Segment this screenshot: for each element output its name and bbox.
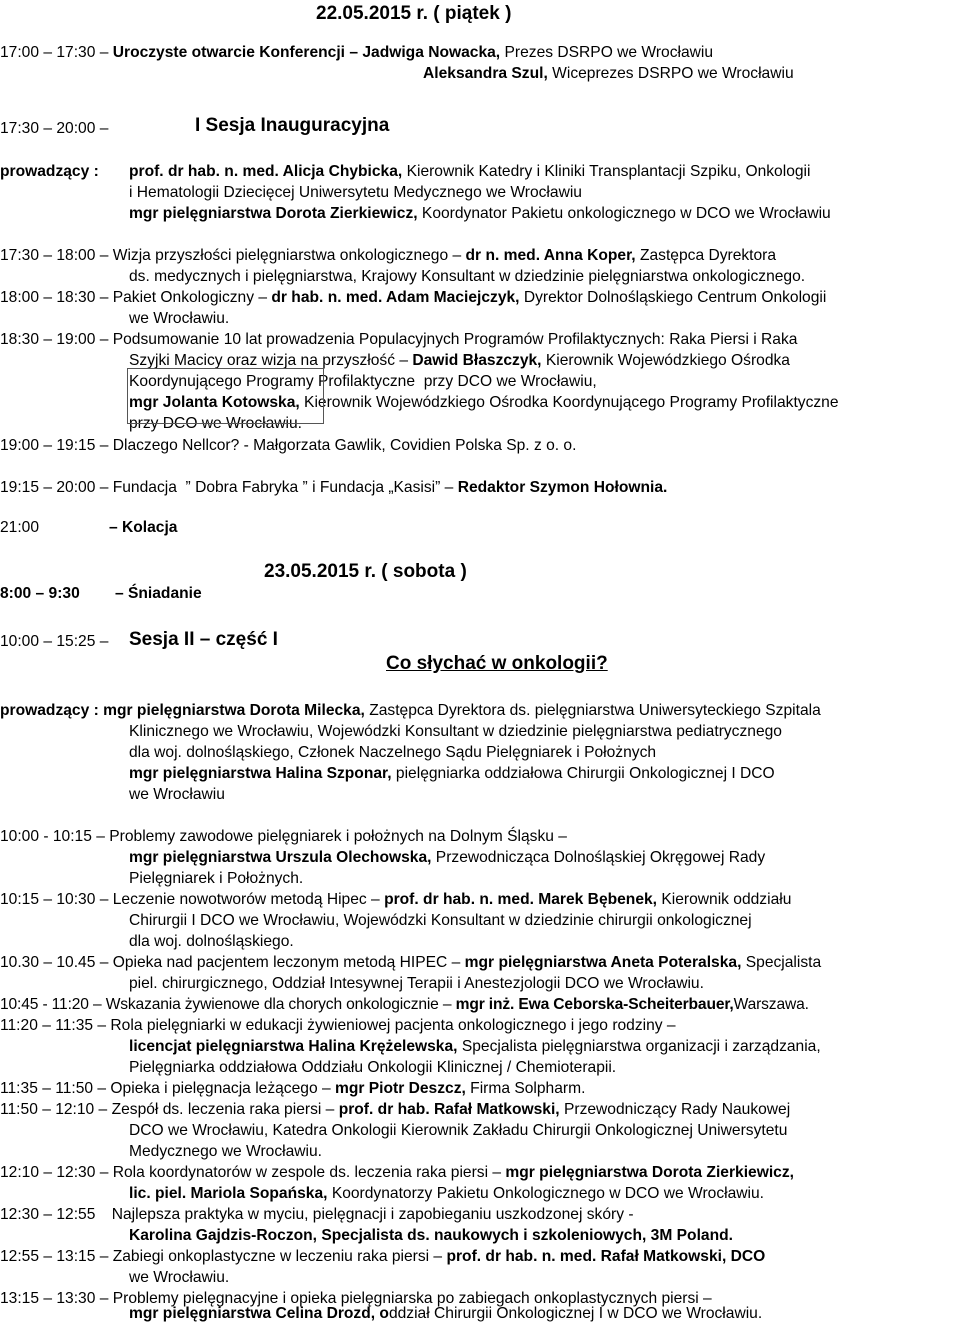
chair-2-role: pielęgniarka oddziałowa Chirurgii Onkologicznej I DCO [395, 765, 775, 782]
item-topic: Dlaczego Nellcor? - Małgorzata Gawlik, Covidien Polska Sp. z o. o. [112, 437, 577, 454]
agenda2-item-3 [0, 953, 821, 972]
item-speaker: dr hab. n. med. Adam Maciejczyk, [271, 289, 520, 306]
agenda2-item-3-cont [129, 974, 704, 993]
item-role: Kierownik oddziału [661, 891, 792, 908]
highlight-frame [127, 368, 324, 424]
session2-title: Sesja II – część I [129, 629, 278, 650]
opening-time: 17:00 – 17:30 – [0, 44, 109, 61]
item-role: Kierownik Wojewódzkiego Ośrodka [545, 352, 790, 369]
item-role: Warszawa. [733, 996, 809, 1013]
item-role: Przewodniczący Rady Naukowej [563, 1101, 791, 1118]
opening-row [0, 43, 713, 62]
agenda2-item-10 [0, 1247, 765, 1266]
session1-chair-2 [129, 204, 831, 223]
opening-title: Uroczyste otwarcie Konferencji – [112, 44, 358, 61]
agenda2-item-2-cont-2: dla woj. dolnośląskiego. [129, 933, 294, 950]
item-topic: Rola pielęgniarki w edukacji żywieniowej pacjenta onkologicznego i jego rodziny – [110, 1017, 676, 1034]
item-role: Specjalista [745, 954, 822, 971]
agenda2-item-5-speaker [129, 1037, 821, 1056]
item-role-2: Kierownik Wojewódzkiego Ośrodka Koordynującego Programy Profilaktyczne [304, 394, 839, 411]
item-speaker: prof. dr hab. Rafał Matkowski, [338, 1101, 560, 1118]
item-speaker: mgr pielęgniarstwa Urszula Olechowska, [129, 849, 432, 866]
session2-chair-1 [0, 701, 821, 720]
opening-speaker-1: Jadwiga Nowacka, [362, 44, 501, 61]
item-topic: Rola koordynatorów w zespole ds. leczenia raka piersi – [112, 1164, 502, 1181]
item-time: 19:15 – 20:00 – [0, 479, 109, 496]
item-topic: Wizja przyszłości pielęgniarstwa onkologicznego – [112, 247, 462, 264]
item-topic: Problemy pielęgnacyjne i opieka pielęgniarska po zabiegach onkoplastycznych piersi – [112, 1290, 712, 1307]
item-speaker-2: mgr Jolanta Kotowska, [129, 394, 300, 411]
chair-1-role-2: i Hematologii Dziecięcej Uniwersytetu Medycznego we Wrocławiu [129, 184, 582, 201]
opening-speaker-2-role: Wiceprezes DSRPO we Wrocławiu [552, 65, 794, 82]
agenda-item-2-cont: we Wrocławiu. [129, 310, 230, 327]
dinner-title: – Kolacja [109, 519, 178, 536]
agenda2-item-7-cont: DCO we Wrocławiu, Katedra Onkologii Kierownik Zakładu Chirurgii Onkologicznej Uniwersytetu [129, 1122, 788, 1139]
agenda2-item-2-cont: Chirurgii I DCO we Wrocławiu, Wojewódzki Konsultant w dziedzinie chirurgii onkologicznej [129, 912, 752, 929]
item-time: 10:15 – 10:30 – [0, 891, 109, 908]
item-time: 13:15 – 13:30 – [0, 1290, 109, 1307]
item-role: Dyrektor Dolnośląskiego Centrum Onkologii [523, 289, 827, 306]
item-speaker: prof. dr hab. n. med. Rafał Matkowski, DCO [446, 1248, 766, 1265]
agenda2-item-5-cont: Pielęgniarka oddziałowa Oddziału Onkologii Klinicznej / Chemioterapii. [129, 1059, 617, 1076]
session1-title: I Sesja Inauguracyjna [195, 115, 390, 136]
day1-date-heading: 22.05.2015 r. ( piątek ) [316, 3, 512, 24]
item-topic: Zespół ds. leczenia raka piersi – [111, 1101, 335, 1118]
chair-1-name: prof. dr hab. n. med. Alicja Chybicka, [129, 163, 403, 180]
chair-2-name: mgr pielęgniarstwa Halina Szponar, [129, 765, 392, 782]
agenda2-item-1 [0, 827, 567, 846]
item-speaker: prof. dr hab. n. med. Marek Bębenek, [384, 891, 658, 908]
chair-1-name: mgr pielęgniarstwa Dorota Milecka, [103, 702, 365, 719]
item-time: 19:00 – 19:15 – [0, 437, 109, 454]
item-role-cont: piel. chirurgicznego, [129, 975, 268, 992]
agenda2-item-10-cont: we Wrocławiu. [129, 1269, 230, 1286]
chair-2-name: mgr pielęgniarstwa Dorota Zierkiewicz, [129, 205, 418, 222]
item-topic: Opieka i pielęgnacja leżącego – [110, 1080, 331, 1097]
day2-date-heading: 23.05.2015 r. ( sobota ) [264, 561, 467, 582]
item-topic: Wskazania żywienowe dla chorych onkologicznie – [105, 996, 452, 1013]
agenda2-item-7-cont-2: Medycznego we Wrocławiu. [129, 1143, 322, 1160]
agenda2-item-1-cont: Pielęgniarek i Położnych. [129, 870, 304, 887]
chair-2-role: Koordynator Pakietu onkologicznego w DCO we Wrocławiu [421, 205, 831, 222]
agenda2-item-9 [0, 1205, 634, 1224]
agenda2-item-9-speaker: Karolina Gajdzis-Roczon, Specjalista ds. naukowych i szkoleniowych, 3M Poland. [129, 1227, 733, 1244]
breakfast-title: – Śniadanie [115, 585, 202, 602]
item-time: 17:30 – 18:00 – [0, 247, 109, 264]
item-time: 11:20 – 11:35 – [0, 1017, 107, 1034]
session1-chair-1 [129, 162, 810, 181]
item-speaker: dr n. med. Anna Koper, [465, 247, 636, 264]
item-speaker: Redaktor Szymon Hołownia. [457, 479, 668, 496]
agenda2-item-6 [0, 1079, 585, 1098]
agenda-item-3-line-5: przy DCO we Wrocławiu. [129, 415, 303, 432]
chair-label: prowadzący : [0, 702, 99, 719]
agenda2-item-7 [0, 1100, 790, 1119]
agenda2-item-4 [0, 995, 809, 1014]
item-time: 10:00 - 10:15 – [0, 828, 105, 845]
item-speaker: mgr inż. Ewa Ceborska-Scheiterbauer, [455, 996, 734, 1013]
item-time: 11:35 – 11:50 – [0, 1080, 107, 1097]
item-role: Przewodnicząca Dolnośląskiej Okręgowej Rady [435, 849, 766, 866]
dinner-time: 21:00 [0, 519, 40, 536]
agenda2-item-8-cont [129, 1184, 764, 1203]
item-speaker-2: lic. piel. Mariola Sopańska, [129, 1185, 328, 1202]
agenda-item-2 [0, 288, 826, 307]
item-role: Specjalista pielęgniarstwa organizacji i zarządzania, [461, 1038, 821, 1055]
item-time: 12:10 – 12:30 – [0, 1164, 109, 1181]
item-role: Koordynatorzy Pakietu Onkologicznego w DCO we Wrocławiu. [331, 1185, 765, 1202]
item-role: Firma Solpharm. [470, 1080, 586, 1097]
item-role: ddział Chirurgii Onkologicznej I w DCO we Wrocławiu. [388, 1305, 763, 1322]
session2-time: 10:00 – 15:25 – [0, 633, 109, 650]
item-time: 12:30 – 12:55 [0, 1206, 96, 1223]
opening-row-2 [423, 64, 794, 83]
agenda-item-1-cont: ds. medycznych i pielęgniarstwa, Krajowy Konsultant w dziedzinie pielęgniarstwa onkologicznego. [129, 268, 806, 285]
chair-1-role: Zastępca Dyrektora ds. pielęgniarstwa Uniwersyteckiego Szpitala [369, 702, 821, 719]
item-topic: Podsumowanie 10 lat prowadzenia Populacyjnych Programów Profilaktycznych: Raka Piersi i Raka [112, 331, 798, 348]
item-topic: Pakiet Onkologiczny – [112, 289, 268, 306]
chair-1-role-2: Klinicznego we Wrocławiu, Wojewódzki Konsultant w dziedzinie pielęgniarstwa pediatrycznego [129, 723, 782, 740]
item-topic: Zabiegi onkoplastyczne w leczeniu raka piersi – [112, 1248, 443, 1265]
agenda-item-1 [0, 246, 776, 265]
agenda-item-4 [0, 436, 576, 455]
item-time: 12:55 – 13:15 – [0, 1248, 109, 1265]
session1-time: 17:30 – 20:00 – [0, 120, 109, 137]
item-time: 10:45 - 11:20 – [0, 996, 102, 1013]
breakfast-time: 8:00 – 9:30 [0, 585, 80, 602]
item-speaker: mgr Piotr Deszcz, [334, 1080, 466, 1097]
item-role: Zastępca Dyrektora [639, 247, 777, 264]
item-topic: Fundacja ” Dobra Fabryka ” i Fundacja „Kasisi” – [112, 479, 454, 496]
agenda-item-3 [0, 330, 797, 349]
agenda2-item-5 [0, 1016, 676, 1035]
session1-chair-label: prowadzący : [0, 163, 99, 180]
chair-2-role-2: we Wrocławiu [129, 786, 225, 803]
agenda2-item-11-speaker [129, 1304, 762, 1323]
item-speaker: licencjat pielęgniarstwa Halina Krężelewska, [129, 1038, 458, 1055]
agenda-item-3-line-3: Koordynującego Programy Profilaktyczne przy DCO we Wrocławiu, [129, 373, 597, 390]
session2-chair-2 [129, 764, 775, 783]
session2-subtitle: Co słychać w onkologii? [386, 653, 608, 674]
item-topic: Najlepsza praktyka w myciu, pielęgnacji i zapobieganiu uszkodzonej skóry - [111, 1206, 634, 1223]
item-time: 11:50 – 12:10 – [0, 1101, 108, 1118]
item-time: 18:30 – 19:00 – [0, 331, 109, 348]
item-time: 10.30 – 10.45 – [0, 954, 109, 971]
agenda2-item-1-speaker [129, 848, 765, 867]
opening-speaker-2: Aleksandra Szul, [423, 65, 548, 82]
item-topic-cont: Szyjki Macicy oraz wizja na przyszłość – [129, 352, 409, 369]
chair-1-role: Kierownik Katedry i Kliniki Transplantacji Szpiku, Onkologii [406, 163, 811, 180]
item-speaker: mgr pielęgniarstwa Dorota Zierkiewicz, [505, 1164, 794, 1181]
agenda2-item-2 [0, 890, 791, 909]
item-topic: Problemy zawodowe pielęgniarek i położnych na Dolnym Śląsku – [109, 828, 567, 845]
agenda2-item-8 [0, 1163, 794, 1182]
item-speaker: Dawid Błaszczyk, [412, 352, 542, 369]
item-speaker: mgr pielęgniarstwa Celina Drozd, o [129, 1305, 389, 1322]
item-speaker: mgr pielęgniarstwa Aneta Poteralska, [464, 954, 742, 971]
agenda-item-5 [0, 478, 667, 497]
item-role-cont-2: Oddział Intesywnej Terapii i Anestezjologii DCO we Wrocławiu. [272, 975, 704, 992]
item-topic: Leczenie nowotworów metodą Hipec – [112, 891, 380, 908]
item-topic: Opieka nad pacjentem leczonym metodą HIPEC – [112, 954, 461, 971]
item-time: 18:00 – 18:30 – [0, 289, 109, 306]
chair-1-role-3: dla woj. dolnośląskiego, Członek Naczelnego Sądu Pielęgniarek i Położnych [129, 744, 657, 761]
opening-speaker-1-role: Prezes DSRPO we Wrocławiu [504, 44, 714, 61]
